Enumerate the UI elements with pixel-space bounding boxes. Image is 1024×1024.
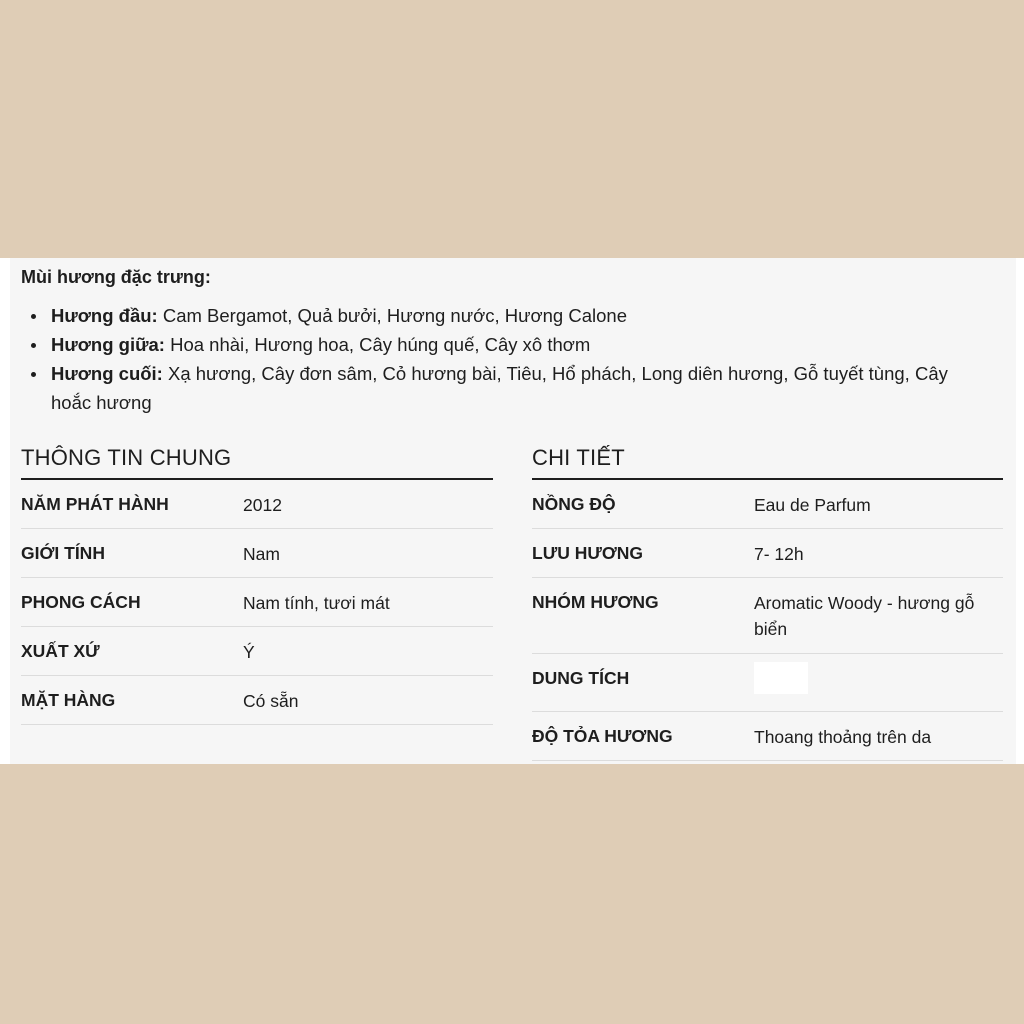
table-row xyxy=(21,480,493,529)
row-label: MẶT HÀNG xyxy=(21,690,116,710)
row-value: Có sẵn xyxy=(243,691,299,711)
row-value: Eau de Parfum xyxy=(754,495,871,515)
note-item-top xyxy=(21,301,991,330)
row-value: Aromatic Woody - hương gỗ biển xyxy=(754,593,975,639)
volume-placeholder-box xyxy=(754,662,808,694)
row-value: Nam tính, tươi mát xyxy=(243,593,390,613)
table-row xyxy=(21,627,493,676)
fragrance-notes-list xyxy=(21,301,991,417)
note-key: Hương cuối: xyxy=(51,363,163,384)
row-value: Thoang thoảng trên da xyxy=(754,727,932,747)
row-value xyxy=(754,666,1003,701)
table-row xyxy=(532,529,1003,578)
note-value: Hoa nhài, Hương hoa, Cây húng quế, Cây xô thơm xyxy=(164,334,591,355)
note-key: Hương giữa: xyxy=(51,334,165,355)
note-item-base xyxy=(21,359,991,417)
row-label: ĐỘ TỎA HƯƠNG xyxy=(532,726,673,746)
row-label: NỒNG ĐỘ xyxy=(532,494,616,514)
row-value: Ý xyxy=(243,642,255,662)
row-label: XUẤT XỨ xyxy=(21,641,100,661)
table-row xyxy=(532,480,1003,529)
note-value: Xạ hương, Cây đơn sâm, Cỏ hương bài, Tiêu, Hổ phách, Long diên hương, Gỗ tuyết tùng, Cây hoắc hương xyxy=(51,363,948,413)
table-row xyxy=(532,578,1003,654)
row-label: DUNG TÍCH xyxy=(532,668,630,688)
details-title: CHI TIẾT xyxy=(532,440,1003,480)
details-table xyxy=(532,440,1003,761)
fragrance-notes-title: Mùi hương đặc trưng: xyxy=(21,267,211,287)
table-row xyxy=(532,712,1003,761)
row-label: NHÓM HƯƠNG xyxy=(532,592,659,612)
note-key: Hương đầu: xyxy=(51,305,158,326)
note-value: Cam Bergamot, Quả bưởi, Hương nước, Hương Calone xyxy=(157,305,627,326)
row-label: PHONG CÁCH xyxy=(21,592,141,612)
general-info-table xyxy=(21,440,493,725)
table-row xyxy=(532,654,1003,712)
row-label: LƯU HƯƠNG xyxy=(532,543,644,563)
note-item-middle xyxy=(21,330,991,359)
row-value: 7- 12h xyxy=(754,544,804,564)
general-info-title: THÔNG TIN CHUNG xyxy=(21,440,493,480)
row-value: 2012 xyxy=(243,495,282,515)
row-label: NĂM PHÁT HÀNH xyxy=(21,494,169,514)
row-value: Nam xyxy=(243,544,280,564)
table-row xyxy=(21,529,493,578)
row-label: GIỚI TÍNH xyxy=(21,543,105,563)
table-row xyxy=(21,578,493,627)
table-row xyxy=(21,676,493,725)
